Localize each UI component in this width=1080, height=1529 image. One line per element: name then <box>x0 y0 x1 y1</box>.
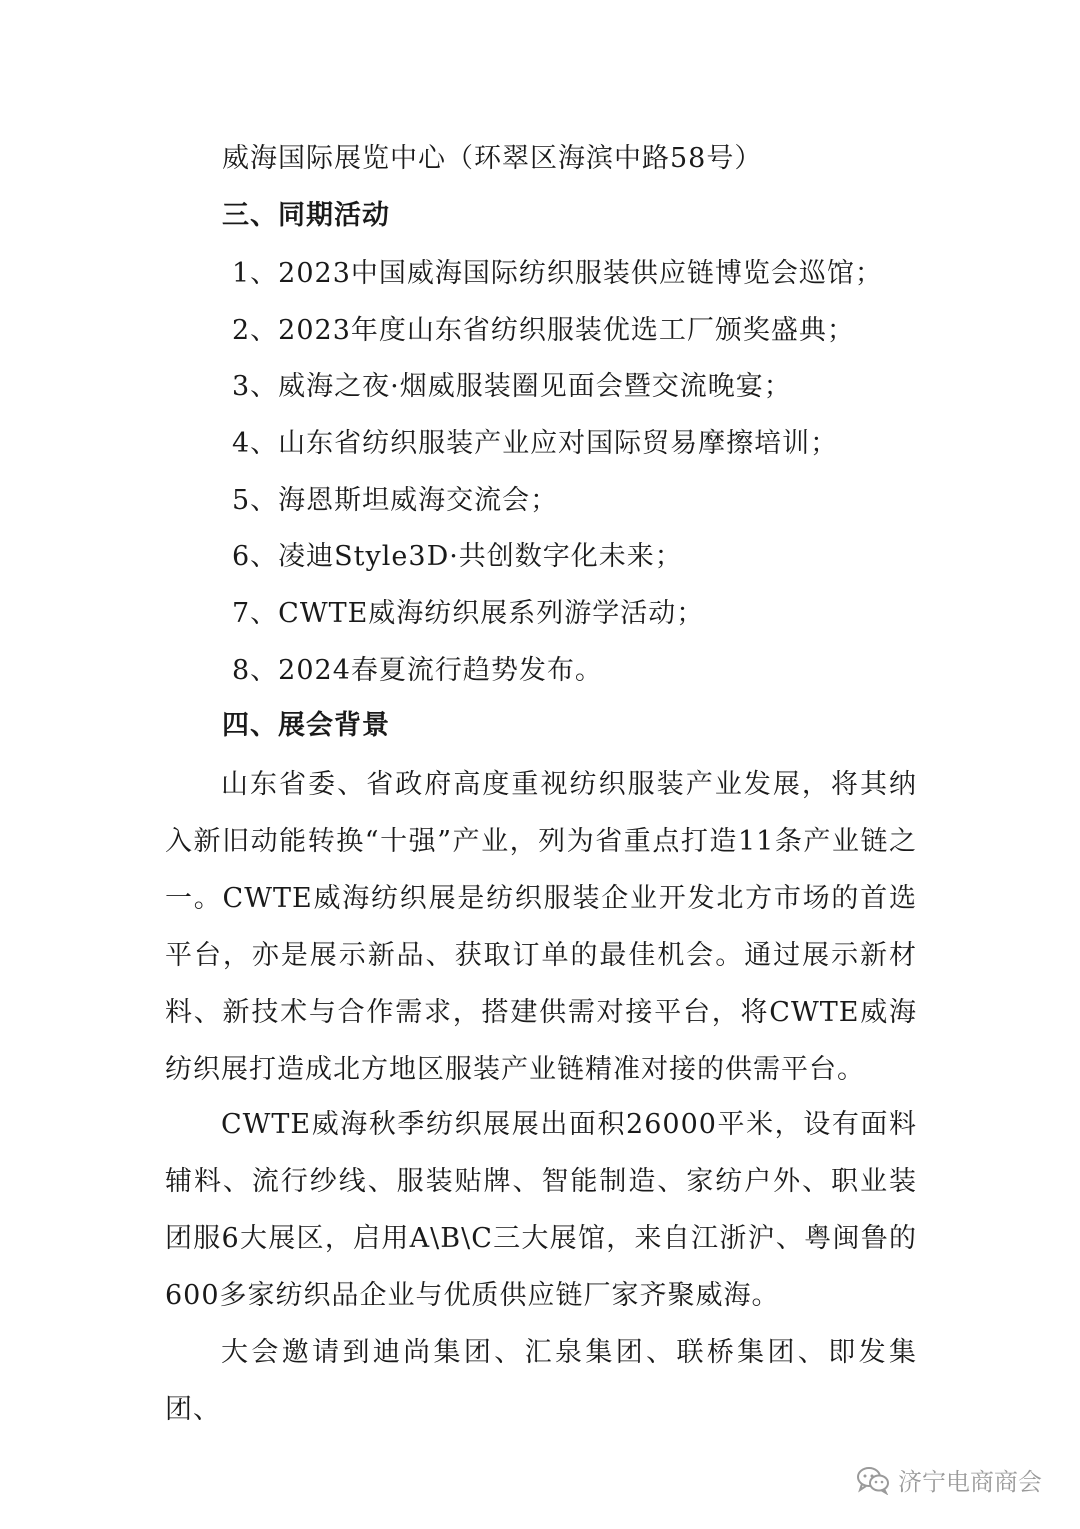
list-item: 2、2023年度山东省纺织服装优选工厂颁奖盛典； <box>232 315 855 346</box>
list-item: 4、山东省纺织服装产业应对国际贸易摩擦培训； <box>232 428 839 459</box>
section-title-exhibition-background: 四、展会背景 <box>222 710 390 741</box>
paragraph: CWTE威海秋季纺织展展出面积26000平米，设有面料辅料、流行纱线、服装贴牌、智能制造、家纺户外、职业装团服6大展区，启用A\B\C三大展馆，来自江浙沪、粤闽鲁的600多家纺织品企业与优质供应链厂家齐聚威海。 <box>165 1109 917 1311</box>
watermark-text: 济宁电商商会 <box>898 1468 1042 1496</box>
paragraph: 大会邀请到迪尚集团、汇泉集团、联桥集团、即发集团、 <box>165 1337 917 1425</box>
list-item: 3、威海之夜·烟威服装圈见面会暨交流晚宴； <box>232 371 792 402</box>
venue-line: 威海国际展览中心（环翠区海滨中路58号） <box>222 143 763 174</box>
list-item: 1、2023中国威海国际纺织服装供应链博览会巡馆； <box>232 258 883 289</box>
paragraph: 山东省委、省政府高度重视纺织服装产业发展，将其纳入新旧动能转换“十强”产业，列为省重点打造11条产业链之一。CWTE威海纺织展是纺织服装企业开发北方市场的首选平台，亦是展示新品、获取订单的最佳机会。通过展示新材料、新技术与合作需求，搭建供需对接平台，将CWTE威海纺织展打造成北方地区服装产业链精准对接的供需平台。 <box>165 769 917 1085</box>
list-item: 5、海恩斯坦威海交流会； <box>232 485 559 516</box>
watermark <box>856 1462 1042 1497</box>
section-title-concurrent-events: 三、同期活动 <box>222 200 390 231</box>
list-item: 7、CWTE威海纺织展系列游学活动； <box>232 598 705 629</box>
list-item: 8、2024春夏流行趋势发布。 <box>232 655 603 686</box>
list-item: 6、凌迪Style3D·共创数字化未来； <box>232 541 683 572</box>
wechat-icon <box>856 1465 890 1495</box>
